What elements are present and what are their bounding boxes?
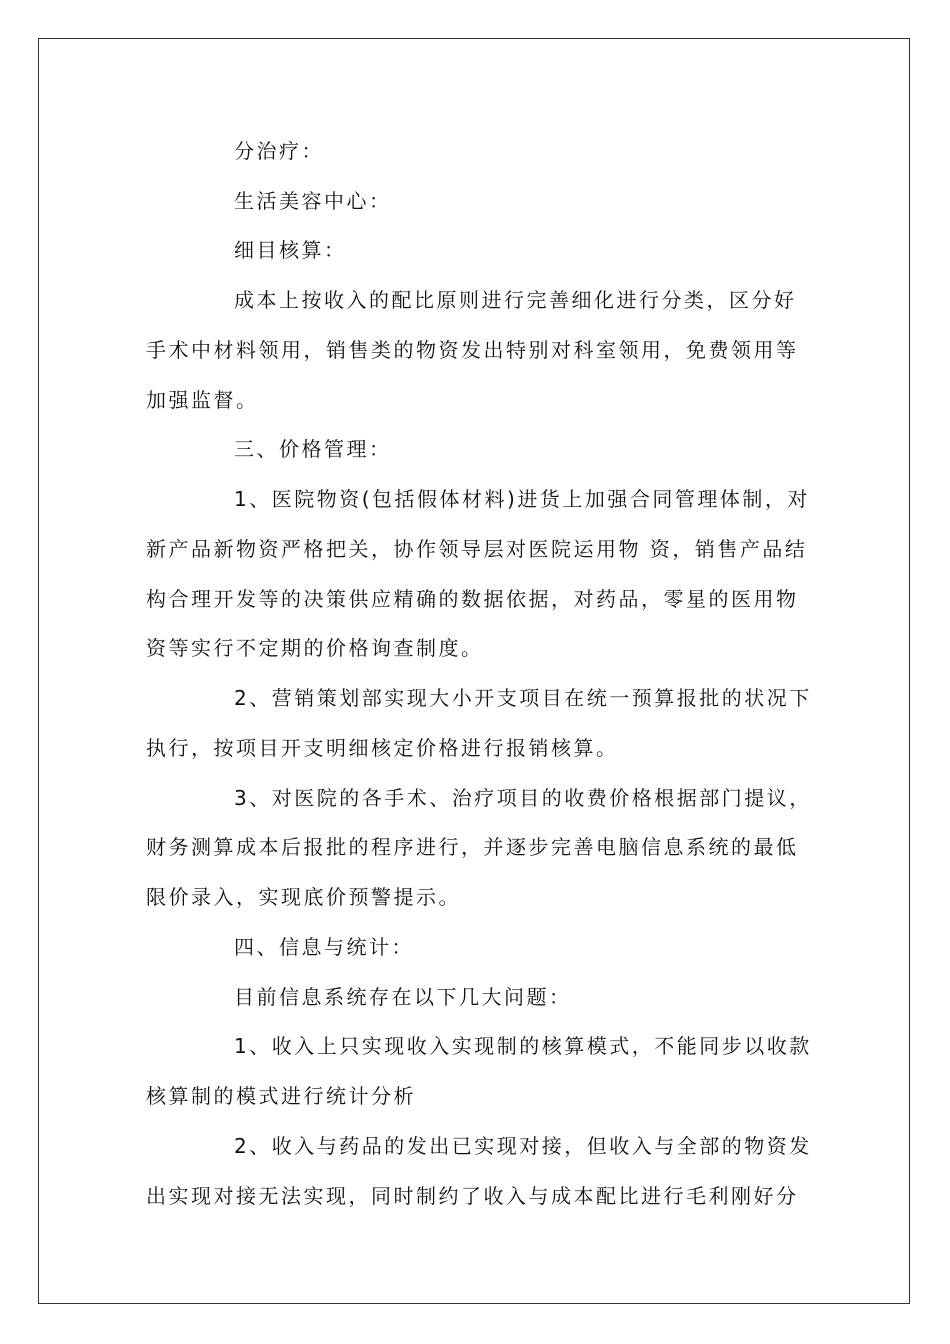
text-line: 成本上按收入的配比原则进行完善细化进行分类，区分好 (234, 288, 797, 312)
text-line: 执行，按项目开支明细核定价格进行报销核算。 (146, 736, 619, 760)
text-line: 目前信息系统存在以下几大问题： (234, 985, 572, 1009)
text-line: 生活美容中心： (234, 189, 392, 213)
text-line: 细目核算： (234, 238, 347, 262)
text-line: 3、对医院的各手术、治疗项目的收费价格根据部门提议， (234, 786, 812, 810)
text-line: 出实现对接无法实现，同时制约了收入与成本配比进行毛利刚好分 (146, 1184, 799, 1208)
text-line: 1、医院物资(包括假体材料)进货上加强合同管理体制，对 (234, 487, 810, 511)
text-line: 手术中材料领用，销售类的物资发出特别对科室领用，免费领用等 (146, 338, 799, 362)
page-border (38, 38, 910, 1304)
text-line: 财务测算成本后报批的程序进行，并逐步完善电脑信息系统的最低 (146, 835, 799, 859)
text-line: 构合理开发等的决策供应精确的数据依据，对药品，零星的医用物 (146, 587, 799, 611)
text-line: 核算制的模式进行统计分析 (146, 1084, 416, 1108)
text-line: 分治疗： (234, 139, 324, 163)
text-line: 四、信息与统计： (234, 935, 414, 959)
text-line: 三、价格管理： (234, 437, 392, 461)
text-line: 资等实行不定期的价格询查制度。 (146, 636, 484, 660)
text-line: 1、收入上只实现收入实现制的核算模式，不能同步以收款 (234, 1034, 812, 1058)
text-line: 新产品新物资严格把关，协作领导层对医院运用物 资，销售产品结 (146, 537, 808, 561)
text-line: 加强监督。 (146, 388, 259, 412)
text-line: 2、收入与药品的发出已实现对接，但收入与全部的物资发 (234, 1134, 812, 1158)
text-line: 2、营销策划部实现大小开支项目在统一预算报批的状况下 (234, 686, 812, 710)
text-line: 限价录入，实现底价预警提示。 (146, 885, 461, 909)
